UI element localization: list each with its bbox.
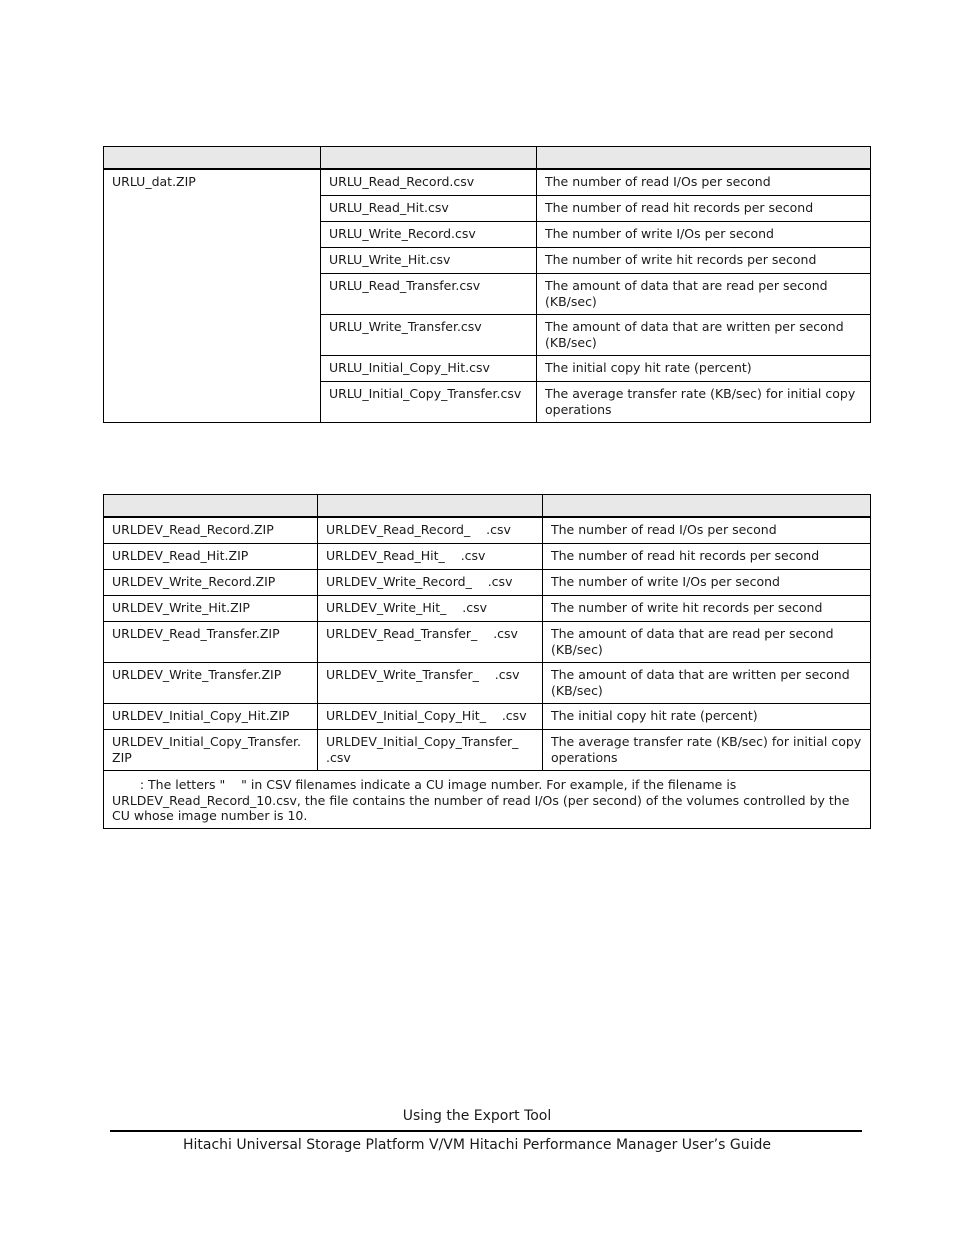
csv-filename: URLU_Write_Hit.csv	[321, 248, 537, 274]
table-row	[104, 570, 871, 596]
csv-filename: URLDEV_Initial_Copy_Transfer_ .csv	[318, 730, 543, 771]
data-description: The amount of data that are read per second (KB/sec)	[543, 622, 871, 663]
header-zip-file	[104, 495, 318, 518]
csv-filename: URLU_Write_Transfer.csv	[321, 315, 537, 356]
csv-filename: URLU_Read_Hit.csv	[321, 196, 537, 222]
csv-filename: URLU_Read_Record.csv	[321, 169, 537, 196]
header-csv-file	[321, 147, 537, 170]
footer-guide-title: Hitachi Universal Storage Platform V/VM Hitachi Performance Manager User’s Guide	[183, 1137, 771, 1153]
table-header-row	[104, 147, 871, 170]
csv-filename: URLDEV_Read_Record_ .csv	[318, 517, 543, 544]
data-description: The number of read I/Os per second	[543, 517, 871, 544]
csv-filename: URLU_Read_Transfer.csv	[321, 274, 537, 315]
footer-section-title: Using the Export Tool	[402, 1108, 552, 1124]
zip-filename: URLDEV_Read_Record.ZIP	[104, 517, 318, 544]
table-row	[104, 544, 871, 570]
data-description: The number of read hit records per second	[537, 196, 871, 222]
data-description: The number of read I/Os per second	[537, 169, 871, 196]
data-description: The number of read hit records per second	[543, 544, 871, 570]
zip-filename: URLU_dat.ZIP	[104, 169, 321, 423]
csv-filename: URLU_Write_Record.csv	[321, 222, 537, 248]
data-description: The number of write I/Os per second	[543, 570, 871, 596]
header-zip-file	[104, 147, 321, 170]
data-description: The initial copy hit rate (percent)	[537, 356, 871, 382]
urldev-file-table	[103, 494, 871, 829]
zip-filename: URLDEV_Write_Hit.ZIP	[104, 596, 318, 622]
table-row	[104, 704, 871, 730]
csv-filename: URLDEV_Read_Transfer_ .csv	[318, 622, 543, 663]
header-data-saved	[537, 147, 871, 170]
data-description: The average transfer rate (KB/sec) for initial copy operations	[543, 730, 871, 771]
csv-filename: URLDEV_Write_Hit_ .csv	[318, 596, 543, 622]
table-row	[104, 663, 871, 704]
footer-divider	[110, 1130, 862, 1132]
data-description: The number of write hit records per second	[537, 248, 871, 274]
table-row	[104, 169, 871, 196]
zip-filename: URLDEV_Initial_Copy_Hit.ZIP	[104, 704, 318, 730]
table-row	[104, 730, 871, 771]
zip-filename: URLDEV_Read_Transfer.ZIP	[104, 622, 318, 663]
zip-filename: URLDEV_Write_Transfer.ZIP	[104, 663, 318, 704]
data-description: The amount of data that are written per second (KB/sec)	[537, 315, 871, 356]
data-description: The average transfer rate (KB/sec) for initial copy operations	[537, 382, 871, 423]
data-description: The amount of data that are read per second (KB/sec)	[537, 274, 871, 315]
csv-filename: URLDEV_Write_Record_ .csv	[318, 570, 543, 596]
zip-filename: URLDEV_Write_Record.ZIP	[104, 570, 318, 596]
csv-filename: URLU_Initial_Copy_Hit.csv	[321, 356, 537, 382]
data-description: The initial copy hit rate (percent)	[543, 704, 871, 730]
table-header-row	[104, 495, 871, 518]
csv-filename: URLDEV_Write_Transfer_ .csv	[318, 663, 543, 704]
header-csv-file	[318, 495, 543, 518]
table-note: : The letters " " in CSV filenames indicate a CU image number. For example, if the filename is URLDEV_Read_Record_10.csv, the file contains the number of read I/Os (per second) of the volumes controlled by the CU whose image number is 10.	[104, 771, 871, 829]
zip-filename: URLDEV_Initial_Copy_Transfer.ZIP	[104, 730, 318, 771]
data-description: The number of write hit records per second	[543, 596, 871, 622]
data-description: The amount of data that are written per second (KB/sec)	[543, 663, 871, 704]
table-note-row	[104, 771, 871, 829]
zip-filename: URLDEV_Read_Hit.ZIP	[104, 544, 318, 570]
header-data-saved	[543, 495, 871, 518]
urlu-file-table	[103, 146, 871, 423]
table-row	[104, 517, 871, 544]
data-description: The number of write I/Os per second	[537, 222, 871, 248]
table-row	[104, 622, 871, 663]
csv-filename: URLDEV_Read_Hit_ .csv	[318, 544, 543, 570]
table-row	[104, 596, 871, 622]
csv-filename: URLU_Initial_Copy_Transfer.csv	[321, 382, 537, 423]
csv-filename: URLDEV_Initial_Copy_Hit_ .csv	[318, 704, 543, 730]
